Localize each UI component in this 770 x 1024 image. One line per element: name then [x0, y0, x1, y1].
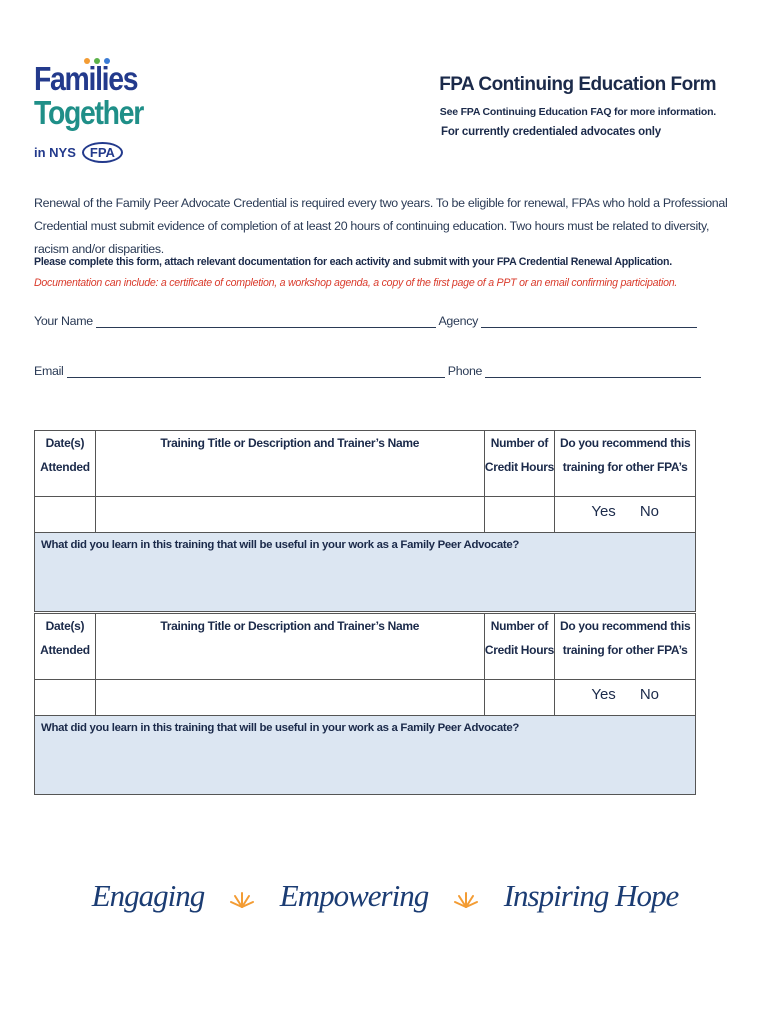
- families-together-logo: [34, 58, 154, 168]
- logo-in-nys: in NYS: [34, 145, 76, 160]
- instructions-paragraph: [34, 252, 738, 294]
- email-phone-row: [34, 363, 701, 378]
- col-dates-header: Date(s) Attended: [35, 614, 96, 680]
- email-label: Email: [34, 364, 64, 378]
- footer-tagline: [0, 878, 770, 914]
- credits-cell[interactable]: [484, 680, 555, 716]
- col-credits-header: Number of Credit Hours: [484, 431, 555, 497]
- logo-text-families: Families: [34, 60, 138, 97]
- col-recommend-header: Do you recommend this training for other FPA’s: [555, 614, 696, 680]
- dates-cell[interactable]: [35, 497, 96, 533]
- instructions-bold: Please complete this form, attach relevant documentation for each activity and submit with your FPA Credential Renewal Application.: [34, 256, 672, 268]
- col-credits-header: Number of Credit Hours: [484, 614, 555, 680]
- learn-question-cell[interactable]: [35, 533, 696, 612]
- form-faq-note: See FPA Continuing Education FAQ for more information.: [439, 106, 716, 118]
- yes-option[interactable]: Yes: [591, 686, 616, 703]
- yes-option[interactable]: Yes: [591, 503, 616, 520]
- tagline-inspiring-hope: Inspiring Hope: [503, 878, 679, 913]
- no-option[interactable]: No: [639, 686, 659, 703]
- training-table-2: [34, 613, 696, 795]
- phone-field[interactable]: [485, 363, 701, 378]
- name-field[interactable]: [96, 313, 436, 328]
- training-table-1: [34, 430, 696, 612]
- sunburst-icon: [453, 887, 479, 911]
- no-option[interactable]: No: [639, 503, 659, 520]
- agency-label: Agency: [438, 314, 478, 328]
- recommend-cell: [555, 680, 696, 716]
- learn-question: What did you learn in this training that will be useful in your work as a Family Peer Advocate?: [41, 539, 520, 551]
- tagline-empowering: Empowering: [279, 878, 429, 913]
- col-title-header: Training Title or Description and Trainer’s Name: [95, 614, 484, 680]
- sunburst-icon: [229, 887, 255, 911]
- title-cell[interactable]: [95, 497, 484, 533]
- instructions-documentation: Documentation can include: a certificate of completion, a workshop agenda, a copy of the first page of a PPT or an email confirming participation.: [34, 277, 678, 289]
- form-header: [386, 74, 716, 138]
- dates-cell[interactable]: [35, 680, 96, 716]
- learn-question-cell[interactable]: [35, 716, 696, 795]
- intro-paragraph: Renewal of the Family Peer Advocate Credential is required every two years. To be eligible for renewal, FPAs who hold a Professional Credential must submit evidence of completion of at least 20 hours of continuing education. Two hours must be related to diversity, racism and/or disparities.: [34, 196, 728, 256]
- name-label: Your Name: [34, 314, 93, 328]
- form-audience-note: For currently credentialed advocates only: [441, 126, 661, 138]
- recommend-cell: [555, 497, 696, 533]
- email-field[interactable]: [67, 363, 445, 378]
- logo-text-in-nys: [34, 142, 123, 163]
- col-title-header: Training Title or Description and Trainer’s Name: [95, 431, 484, 497]
- phone-label: Phone: [447, 364, 483, 378]
- logo-text-together: Together: [34, 94, 143, 131]
- logo-fpa-badge: FPA: [82, 142, 123, 163]
- name-agency-row: [34, 313, 697, 328]
- title-cell[interactable]: [95, 680, 484, 716]
- learn-question: What did you learn in this training that will be useful in your work as a Family Peer Advocate?: [41, 722, 520, 734]
- col-dates-header: Date(s) Attended: [35, 431, 96, 497]
- agency-field[interactable]: [481, 313, 697, 328]
- tagline-engaging: Engaging: [91, 878, 205, 913]
- credits-cell[interactable]: [484, 497, 555, 533]
- form-title: FPA Continuing Education Form: [439, 74, 716, 95]
- col-recommend-header: Do you recommend this training for other FPA’s: [555, 431, 696, 497]
